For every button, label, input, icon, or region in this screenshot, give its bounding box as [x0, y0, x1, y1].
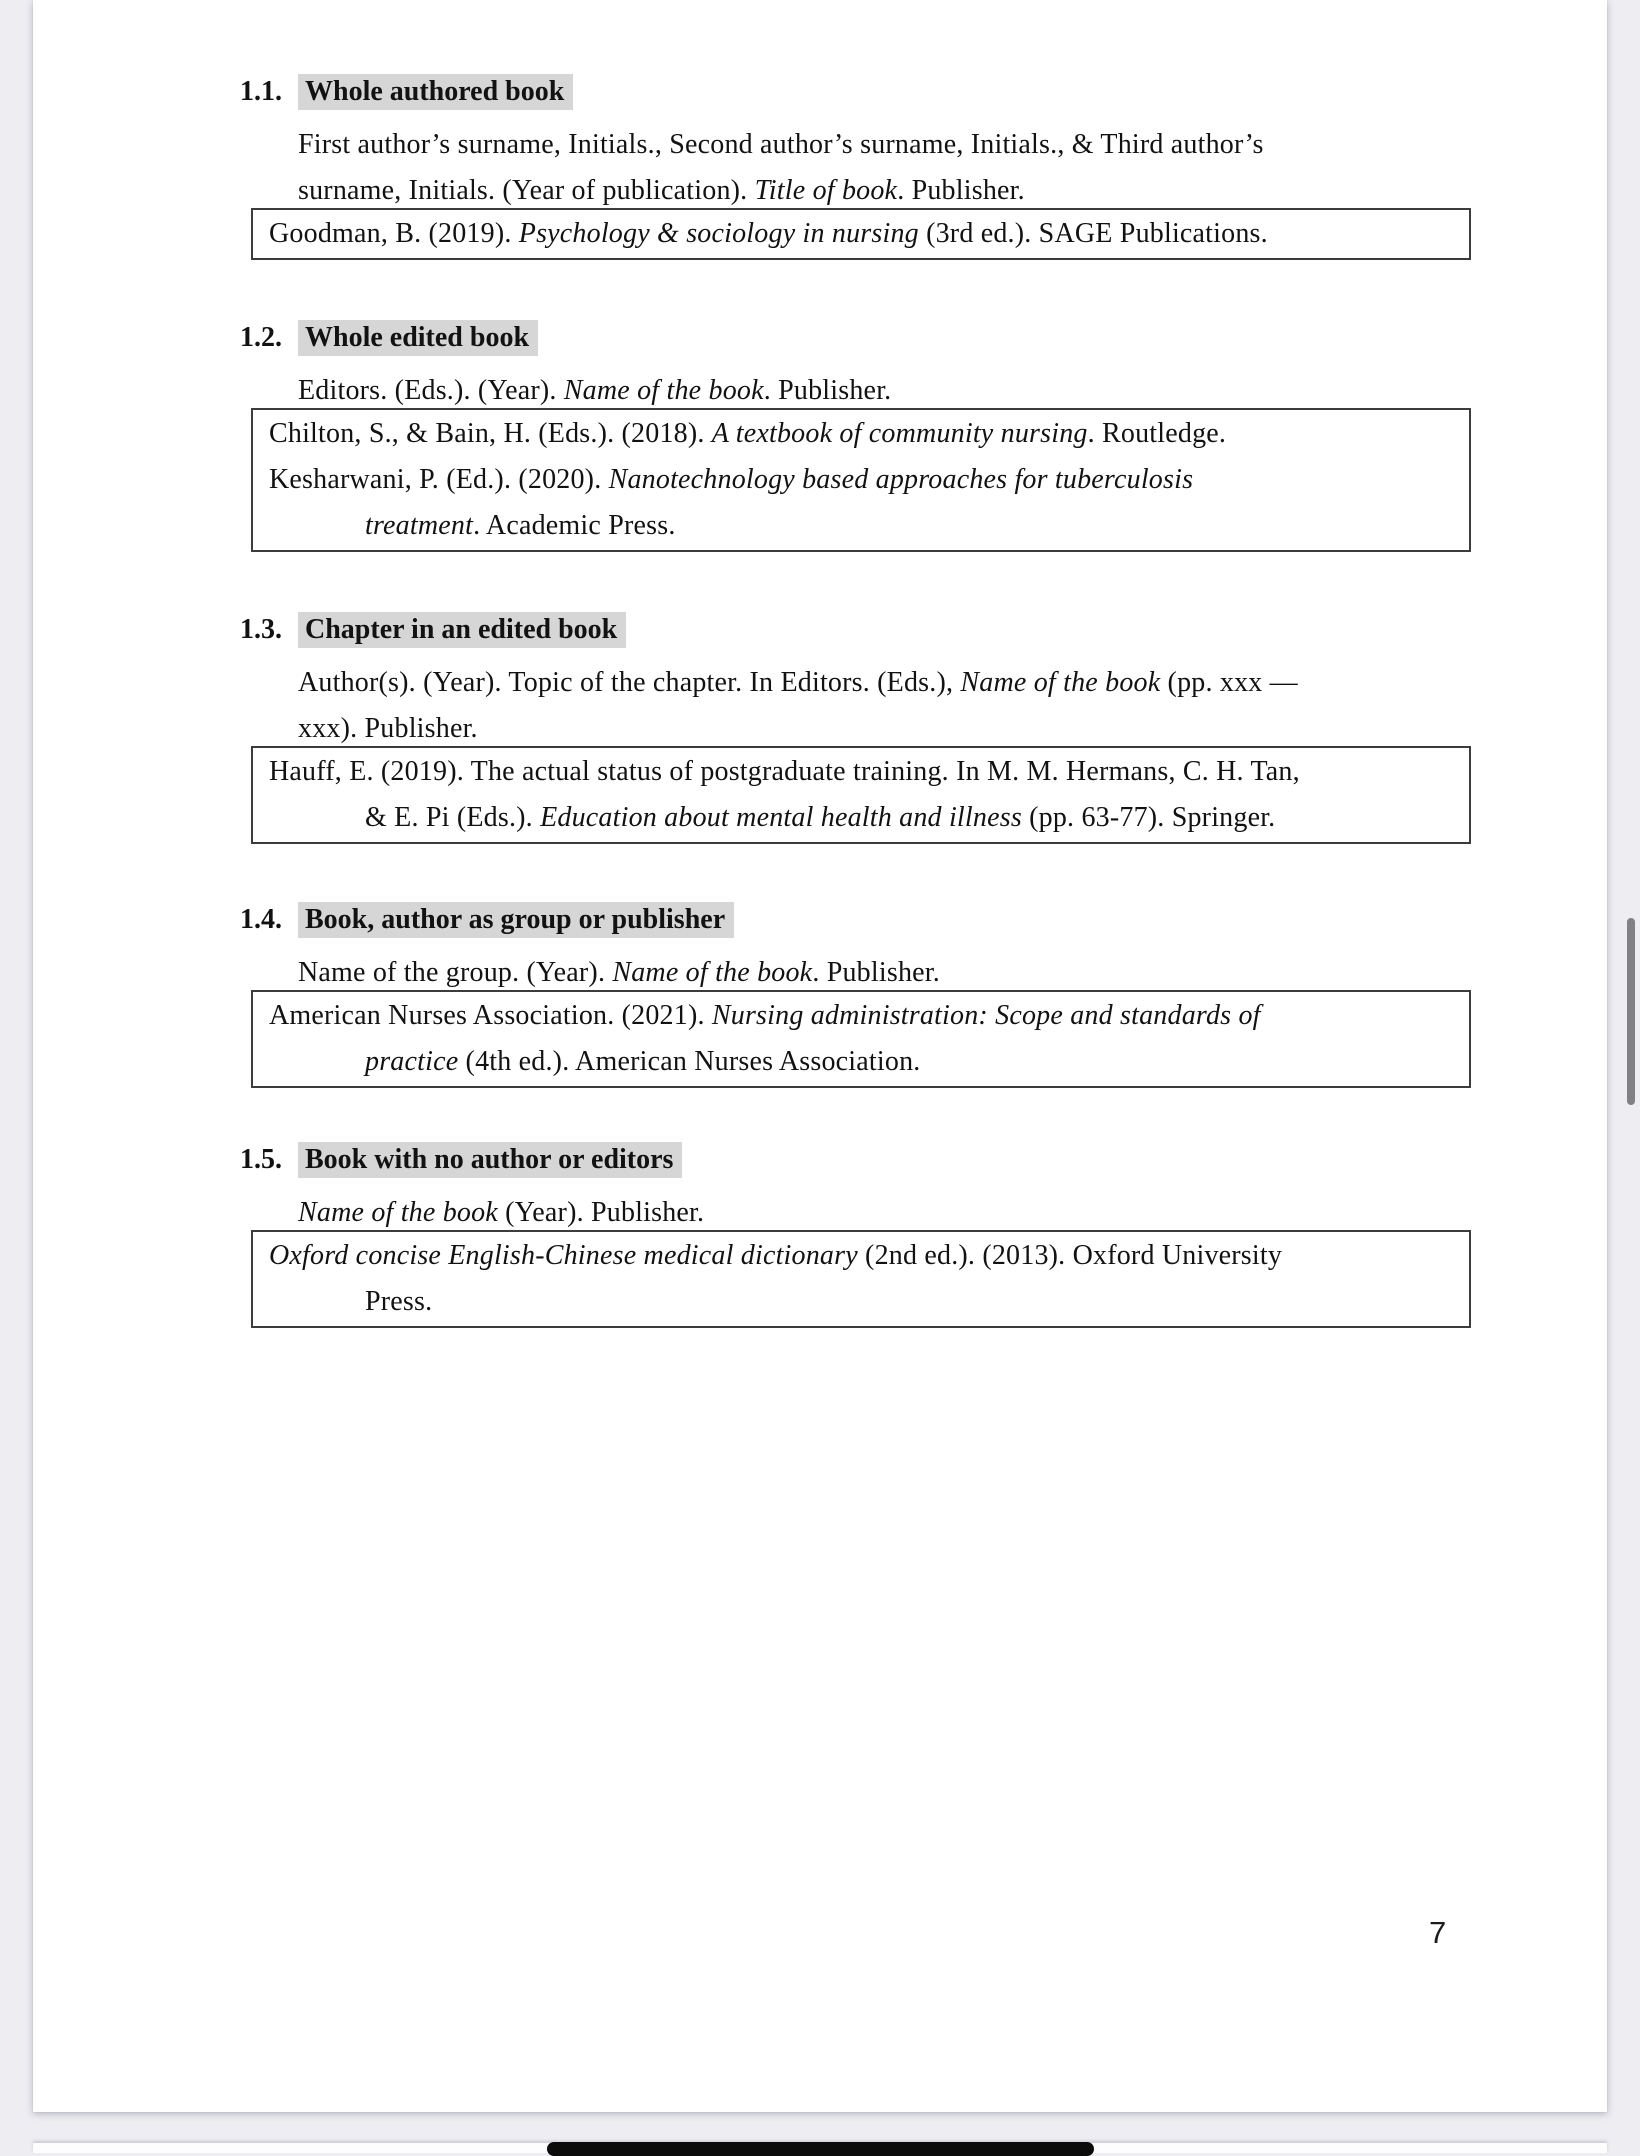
- text-line: American Nurses Association. (2021). Nursing administration: Scope and standards of: [269, 1000, 1261, 1031]
- section-heading: [240, 72, 1480, 112]
- text-line: & E. Pi (Eds.). Education about mental health and illness (pp. 63-77). Springer.: [365, 802, 1276, 833]
- text-line: practice (4th ed.). American Nurses Association.: [365, 1046, 921, 1077]
- text-line: Name of the group. (Year). Name of the book. Publisher.: [298, 957, 940, 988]
- text-line: treatment. Academic Press.: [365, 510, 676, 541]
- page-number: 7: [1429, 1915, 1447, 1950]
- section-title: Whole authored book: [298, 74, 573, 110]
- document-page: [33, 0, 1607, 2112]
- section-title: Book with no author or editors: [298, 1142, 682, 1178]
- text-line: Press.: [365, 1286, 433, 1317]
- section-whole-edited-book: [240, 318, 1480, 552]
- text-line: surname, Initials. (Year of publication). Title of book. Publisher.: [298, 175, 1025, 206]
- section-heading: [240, 318, 1480, 358]
- section-book-no-author: [240, 1140, 1480, 1328]
- section-number: 1.2.: [240, 322, 282, 353]
- section-title: Book, author as group or publisher: [298, 902, 734, 938]
- section-whole-authored-book: [240, 72, 1480, 260]
- text-line: Name of the book (Year). Publisher.: [298, 1197, 705, 1228]
- text-line: xxx). Publisher.: [298, 713, 478, 744]
- section-title: Whole edited book: [298, 320, 538, 356]
- text-line: Goodman, B. (2019). Psychology & sociology in nursing (3rd ed.). SAGE Publications.: [269, 218, 1268, 249]
- section-title: Chapter in an edited book: [298, 612, 626, 648]
- text-line: Kesharwani, P. (Ed.). (2020). Nanotechnology based approaches for tuberculosis: [269, 464, 1194, 495]
- section-number: 1.4.: [240, 904, 282, 935]
- text-line: Author(s). (Year). Topic of the chapter. In Editors. (Eds.), Name of the book (pp. xxx —: [298, 667, 1298, 698]
- section-book-author-as-group: [240, 900, 1480, 1088]
- citation-template: [298, 660, 1480, 752]
- section-number: 1.3.: [240, 614, 282, 645]
- citation-template: [298, 122, 1480, 214]
- section-number: 1.5.: [240, 1144, 282, 1175]
- text-line: Editors. (Eds.). (Year). Name of the book. Publisher.: [298, 375, 892, 406]
- scrollbar-thumb[interactable]: [1627, 918, 1635, 1105]
- text-line: First author’s surname, Initials., Second author’s surname, Initials., & Third author’s: [298, 129, 1264, 160]
- citation-example-box: [251, 408, 1471, 552]
- text-line: Oxford concise English-Chinese medical dictionary (2nd ed.). (2013). Oxford University: [269, 1240, 1283, 1271]
- home-indicator[interactable]: [547, 2142, 1094, 2156]
- section-number: 1.1.: [240, 76, 282, 107]
- citation-example-box: [251, 208, 1471, 260]
- section-heading: [240, 1140, 1480, 1180]
- text-line: Hauff, E. (2019). The actual status of postgraduate training. In M. M. Hermans, C. H. Tan,: [269, 756, 1300, 787]
- citation-example-box: [251, 746, 1471, 844]
- section-chapter-in-edited-book: [240, 610, 1480, 844]
- citation-example-box: [251, 990, 1471, 1088]
- citation-example-box: [251, 1230, 1471, 1328]
- section-heading: [240, 900, 1480, 940]
- text-line: Chilton, S., & Bain, H. (Eds.). (2018). A textbook of community nursing. Routledge.: [269, 418, 1227, 449]
- section-heading: [240, 610, 1480, 650]
